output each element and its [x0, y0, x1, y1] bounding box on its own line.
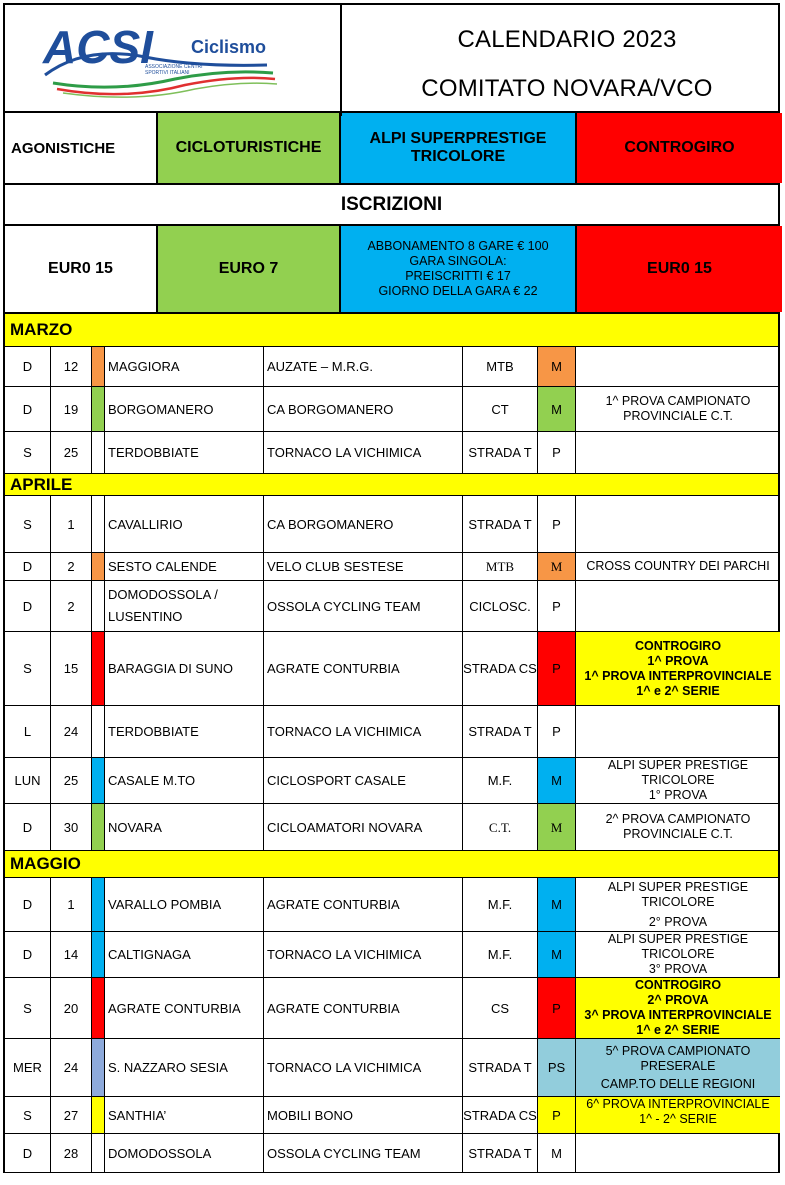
event-day: LUN — [5, 758, 51, 803]
event-note-line: PROVINCIALE C.T. — [623, 827, 733, 841]
event-row — [5, 632, 778, 706]
calendar-page — [3, 3, 780, 1173]
price-agonistiche: EUR0 15 — [5, 226, 158, 312]
event-note-line: CAMP.TO DELLE REGIONI — [600, 1076, 756, 1091]
event-place: CAVALLIRIO — [105, 496, 264, 552]
event-row — [5, 1134, 778, 1172]
event-date: 14 — [51, 932, 92, 977]
event-color-marker — [92, 632, 105, 705]
event-notes — [576, 1039, 780, 1096]
event-code: M — [538, 758, 576, 803]
event-note-line: TRICOLORE — [641, 947, 715, 961]
event-code: P — [538, 496, 576, 552]
event-type: M.F. — [463, 758, 538, 803]
event-notes — [576, 553, 780, 580]
event-organizer: TORNACO LA VICHIMICA — [264, 706, 463, 757]
event-notes — [576, 632, 780, 705]
event-place: TERDOBBIATE — [105, 706, 264, 757]
event-place: BARAGGIA DI SUNO — [105, 632, 264, 705]
event-note-line: 1^ PROVA INTERPROVINCIALE — [584, 668, 772, 683]
month-header: MARZO — [3, 314, 780, 347]
event-color-marker — [92, 758, 105, 803]
event-code: M — [538, 804, 576, 850]
event-code: P — [538, 1097, 576, 1133]
event-date: 2 — [51, 581, 92, 631]
event-day: D — [5, 1134, 51, 1172]
event-type: STRADA T — [463, 1134, 538, 1172]
category-cicloturistiche: CICLOTURISTICHE — [158, 113, 341, 183]
event-note-line: 3° PROVA — [648, 962, 708, 976]
event-type: CICLOSC. — [463, 581, 538, 631]
event-color-marker — [92, 496, 105, 552]
event-note-line: 2° PROVA — [648, 914, 708, 929]
event-color-marker — [92, 1134, 105, 1172]
title-box — [342, 5, 782, 116]
event-row — [5, 581, 778, 632]
event-organizer: TORNACO LA VICHIMICA — [264, 1039, 463, 1096]
event-row — [5, 1097, 778, 1134]
event-place: TERDOBBIATE — [105, 432, 264, 473]
event-place: DOMODOSSOLA — [105, 1134, 264, 1172]
event-color-marker — [92, 932, 105, 977]
logo-acsi-text: ACSI — [43, 21, 153, 73]
event-code: P — [538, 706, 576, 757]
event-code: M — [538, 347, 576, 386]
event-row — [5, 878, 778, 932]
event-day: D — [5, 581, 51, 631]
event-date: 12 — [51, 347, 92, 386]
event-notes — [576, 878, 780, 931]
event-note-line: 1^ PROVA CAMPIONATO — [605, 394, 751, 408]
event-note-line: 5^ PROVA CAMPIONATO — [605, 1043, 751, 1058]
acsi-logo-graphic — [5, 5, 338, 111]
event-place: MAGGIORA — [105, 347, 264, 386]
logo-ciclismo-text: Ciclismo — [191, 37, 267, 57]
event-organizer: CICLOAMATORI NOVARA — [264, 804, 463, 850]
event-place: NOVARA — [105, 804, 264, 850]
event-code: M — [538, 387, 576, 431]
event-date: 25 — [51, 758, 92, 803]
event-row — [5, 758, 778, 804]
event-type: M.F. — [463, 932, 538, 977]
svg-text:SPORTIVI ITALIANI: SPORTIVI ITALIANI — [145, 70, 190, 76]
event-note-line: 1^ - 2^ SERIE — [639, 1112, 717, 1126]
events-aprile — [3, 496, 780, 850]
event-type: C.T. — [463, 804, 538, 850]
event-type: M.F. — [463, 878, 538, 931]
event-note-line: 1° PROVA — [648, 788, 708, 802]
event-type: CT — [463, 387, 538, 431]
event-color-marker — [92, 706, 105, 757]
event-color-marker — [92, 347, 105, 386]
event-date: 19 — [51, 387, 92, 431]
event-row — [5, 553, 778, 581]
event-notes — [576, 978, 780, 1038]
event-date: 24 — [51, 1039, 92, 1096]
event-row — [5, 387, 778, 432]
event-notes — [576, 347, 780, 386]
event-code: P — [538, 632, 576, 705]
event-organizer: VELO CLUB SESTESE — [264, 553, 463, 580]
event-day: MER — [5, 1039, 51, 1096]
event-type: CS — [463, 978, 538, 1038]
category-row — [3, 113, 780, 185]
event-organizer: OSSOLA CYCLING TEAM — [264, 581, 463, 631]
event-organizer: MOBILI BONO — [264, 1097, 463, 1133]
event-note-line: ALPI SUPER PRESTIGE — [607, 879, 749, 894]
event-date: 24 — [51, 706, 92, 757]
event-type: STRADA T — [463, 706, 538, 757]
event-notes — [576, 1097, 780, 1133]
price-controgiro: EUR0 15 — [577, 226, 782, 312]
event-organizer: OSSOLA CYCLING TEAM — [264, 1134, 463, 1172]
event-color-marker — [92, 432, 105, 473]
event-row — [5, 1039, 778, 1097]
event-note-line: TRICOLORE — [641, 894, 715, 909]
event-notes — [576, 932, 780, 977]
event-note-line: 1^ PROVA — [647, 653, 709, 668]
event-notes — [576, 758, 780, 803]
event-organizer: AUZATE – M.R.G. — [264, 347, 463, 386]
event-organizer: TORNACO LA VICHIMICA — [264, 432, 463, 473]
event-organizer: CA BORGOMANERO — [264, 387, 463, 431]
event-note-line: 1^ e 2^ SERIE — [636, 683, 720, 698]
event-code: P — [538, 978, 576, 1038]
event-type: MTB — [463, 553, 538, 580]
event-notes — [576, 432, 780, 473]
event-color-marker — [92, 804, 105, 850]
event-note-line: 2^ PROVA — [647, 993, 709, 1007]
event-row — [5, 804, 778, 850]
event-notes — [576, 804, 780, 850]
event-notes — [576, 706, 780, 757]
event-date: 20 — [51, 978, 92, 1038]
event-row — [5, 347, 778, 387]
event-day: L — [5, 706, 51, 757]
month-header: APRILE — [3, 473, 780, 496]
event-note-line: 6^ PROVA INTERPROVINCIALE — [586, 1097, 770, 1111]
event-notes — [576, 387, 780, 431]
event-type: STRADA CS — [463, 632, 538, 705]
event-place: AGRATE CONTURBIA — [105, 978, 264, 1038]
event-place: S. NAZZARO SESIA — [105, 1039, 264, 1096]
event-place: BORGOMANERO — [105, 387, 264, 431]
event-color-marker — [92, 387, 105, 431]
price-alpi-line: PREISCRITTI € 17 — [405, 269, 511, 283]
event-place: VARALLO POMBIA — [105, 878, 264, 931]
event-row — [5, 432, 778, 473]
event-note-line: ALPI SUPER PRESTIGE — [607, 758, 749, 772]
event-organizer: TORNACO LA VICHIMICA — [264, 932, 463, 977]
event-date: 28 — [51, 1134, 92, 1172]
event-date: 15 — [51, 632, 92, 705]
event-place: CASALE M.TO — [105, 758, 264, 803]
event-color-marker — [92, 1097, 105, 1133]
event-note-line: 1^ e 2^ SERIE — [636, 1023, 720, 1037]
event-type: STRADA T — [463, 1039, 538, 1096]
event-day: S — [5, 632, 51, 705]
event-type: STRADA T — [463, 496, 538, 552]
iscrizioni-heading: ISCRIZIONI — [3, 185, 780, 226]
event-day: D — [5, 553, 51, 580]
event-date: 25 — [51, 432, 92, 473]
event-day: S — [5, 496, 51, 552]
event-type: STRADA T — [463, 432, 538, 473]
event-type: STRADA CS — [463, 1097, 538, 1133]
event-color-marker — [92, 878, 105, 931]
event-color-marker — [92, 1039, 105, 1096]
price-alpi-line: ABBONAMENTO 8 GARE € 100 — [367, 239, 549, 253]
event-place: SESTO CALENDE — [105, 553, 264, 580]
event-day: D — [5, 387, 51, 431]
event-type: MTB — [463, 347, 538, 386]
event-organizer: CA BORGOMANERO — [264, 496, 463, 552]
page-subtitle: COMITATO NOVARA/VCO — [421, 75, 713, 103]
event-day: D — [5, 878, 51, 931]
category-controgiro: CONTROGIRO — [577, 113, 782, 183]
price-cicloturistiche: EURO 7 — [158, 226, 341, 312]
event-row — [5, 496, 778, 553]
event-notes — [576, 581, 780, 631]
page-title: CALENDARIO 2023 — [457, 25, 677, 53]
event-code: P — [538, 432, 576, 473]
event-organizer: AGRATE CONTURBIA — [264, 978, 463, 1038]
event-organizer: CICLOSPORT CASALE — [264, 758, 463, 803]
category-agonistiche: AGONISTICHE — [5, 113, 158, 183]
event-notes — [576, 496, 780, 552]
event-code: PS — [538, 1039, 576, 1096]
event-code: P — [538, 581, 576, 631]
event-note-line: PRESERALE — [640, 1058, 716, 1073]
event-day: S — [5, 978, 51, 1038]
event-day: S — [5, 1097, 51, 1133]
event-note-line: TRICOLORE — [641, 773, 715, 787]
category-alpi: ALPI SUPERPRESTIGE TRICOLORE — [341, 113, 577, 183]
event-row — [5, 932, 778, 978]
event-place: CALTIGNAGA — [105, 932, 264, 977]
events-marzo — [3, 347, 780, 473]
svg-text:ASSOCIAZIONE CENTRI: ASSOCIAZIONE CENTRI — [145, 64, 203, 70]
header — [3, 3, 780, 113]
month-header: MAGGIO — [3, 850, 780, 878]
event-day: D — [5, 804, 51, 850]
event-note-line: 3^ PROVA INTERPROVINCIALE — [584, 1008, 772, 1022]
price-alpi — [341, 226, 577, 312]
event-note-line: PROVINCIALE C.T. — [623, 409, 733, 423]
price-alpi-line: GIORNO DELLA GARA € 22 — [378, 284, 538, 298]
event-code: M — [538, 932, 576, 977]
event-date: 2 — [51, 553, 92, 580]
event-date: 30 — [51, 804, 92, 850]
event-code: M — [538, 553, 576, 580]
event-row — [5, 978, 778, 1039]
event-organizer: AGRATE CONTURBIA — [264, 878, 463, 931]
event-date: 27 — [51, 1097, 92, 1133]
event-day: S — [5, 432, 51, 473]
event-date: 1 — [51, 878, 92, 931]
events-maggio — [3, 878, 780, 1173]
event-color-marker — [92, 581, 105, 631]
event-note-line: 2^ PROVA CAMPIONATO — [605, 812, 751, 826]
event-row — [5, 706, 778, 758]
event-note-line: CONTROGIRO — [634, 638, 722, 653]
event-place: SANTHIA’ — [105, 1097, 264, 1133]
event-color-marker — [92, 978, 105, 1038]
event-notes — [576, 1134, 780, 1172]
event-date: 1 — [51, 496, 92, 552]
event-note-line: CROSS COUNTRY DEI PARCHI — [586, 559, 770, 573]
price-row — [3, 226, 780, 314]
event-day: D — [5, 347, 51, 386]
event-note-line: ALPI SUPER PRESTIGE — [607, 932, 749, 946]
event-note-line: CONTROGIRO — [634, 978, 722, 992]
event-color-marker — [92, 553, 105, 580]
acsi-logo — [5, 5, 342, 116]
event-organizer: AGRATE CONTURBIA — [264, 632, 463, 705]
event-place: DOMODOSSOLA / LUSENTINO — [105, 581, 264, 631]
event-code: M — [538, 1134, 576, 1172]
event-day: D — [5, 932, 51, 977]
event-code: M — [538, 878, 576, 931]
price-alpi-line: GARA SINGOLA: — [409, 254, 507, 268]
